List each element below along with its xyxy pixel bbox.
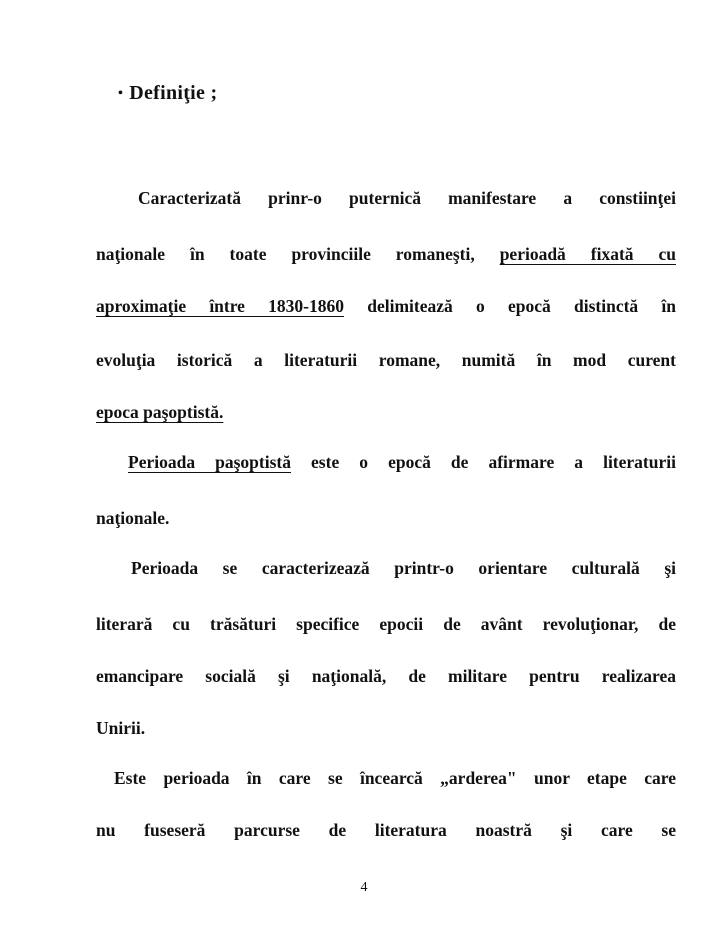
underlined-text: epoca paşoptistă.	[96, 402, 224, 422]
text-line	[96, 556, 676, 580]
text-segment: emancipare socială şi naţională, de militare pentru realizarea	[96, 666, 676, 686]
text-segment: Este perioada în care se încearcă „arderea" unor etape care	[114, 768, 676, 788]
text-segment: nu fuseseră parcurse de literatura noastră şi care se	[96, 820, 676, 840]
text-segment: Perioada se caracterizează printr-o orientare culturală şi	[131, 558, 676, 578]
underlined-text: Perioada paşoptistă	[128, 452, 291, 472]
text-line	[96, 186, 676, 210]
heading-text: Definiţie ;	[129, 82, 218, 104]
text-line	[96, 450, 676, 474]
text-line	[96, 716, 676, 740]
text-line	[96, 400, 676, 424]
text-segment: Caracterizată prinr-o puternică manifestare a constiinţei	[138, 188, 676, 208]
text-segment: literară cu trăsături specifice epocii de avânt revoluţionar, de	[96, 614, 676, 634]
text-line	[96, 612, 676, 636]
text-segment: naţionale.	[96, 508, 170, 528]
text-line	[96, 294, 676, 318]
text-line	[96, 242, 676, 266]
page-number: 4	[360, 880, 368, 895]
underlined-text: aproximaţie între 1830-1860	[96, 296, 345, 316]
text-line	[96, 818, 676, 842]
text-segment: Unirii.	[96, 718, 146, 738]
underlined-text: perioadă fixată cu	[499, 244, 676, 264]
text-segment: evoluţia istorică a literaturii romane, numită în mod curent	[96, 350, 676, 370]
text-line	[96, 766, 676, 790]
text-line	[96, 348, 676, 372]
bullet-icon: •	[118, 86, 124, 101]
text-line	[96, 664, 676, 688]
text-segment: este o epocă de afirmare a literaturii	[290, 452, 676, 472]
text-line	[96, 506, 676, 530]
text-segment: delimitează o epocă distinctă în	[344, 296, 676, 316]
text-segment: naţionale în toate provinciile romaneşti,	[96, 244, 500, 264]
section-heading	[118, 82, 217, 105]
